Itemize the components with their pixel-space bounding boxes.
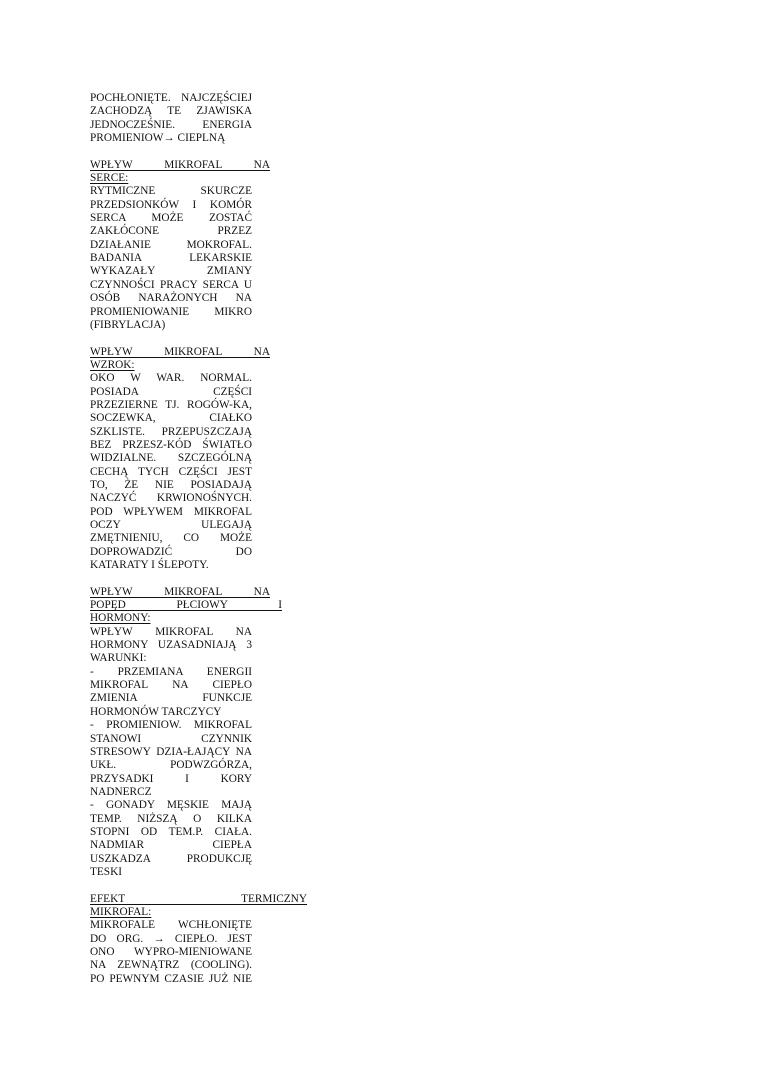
text-line: OSÓB NARAŻONYCH NA (90, 292, 252, 305)
text-line: KATARATY I ŚLEPOTY. (90, 559, 209, 572)
text-line: CECHĄ TYCH CZĘŚCI JEST (90, 465, 252, 478)
text-line: TESKI (90, 865, 123, 878)
text-line: WYKAZAŁY ZMIANY (90, 265, 252, 278)
text-line: OKO W WAR. NORMAL. (90, 372, 252, 385)
text-line: SOCZEWKA, CIAŁKO (90, 412, 252, 425)
text-line: PO PEWNYM CZASIE JUŻ NIE (90, 972, 252, 985)
text-line: - PROMIENIOW. MIKROFAL (90, 719, 252, 732)
text-line: RYTMICZNE SKURCZE (90, 185, 252, 198)
text-line: NACZYĆ KRWIONOŚNYCH. (90, 492, 252, 505)
section-heading: WPŁYW MIKROFAL NA (90, 345, 270, 358)
text-line: TEMP. NIŻSZĄ O KILKA (90, 812, 252, 825)
text-line: NADMIAR CIEPŁA (90, 839, 252, 852)
text-line: TO, ŻE NIE POSIADAJĄ (90, 478, 252, 491)
text-line: POD WPŁYWEM MIKROFAL (90, 505, 252, 518)
text-line: BADANIA LEKARSKIE (90, 252, 252, 265)
text-line: POSIADA CZĘŚCI (90, 385, 252, 398)
section-heading: MIKROFAL: (90, 905, 152, 918)
text-line: OCZY ULEGAJĄ (90, 519, 252, 531)
text-line: PROMIENIOW→ CIEPLNĄ (90, 132, 226, 145)
text-line: - GONADY MĘSKIE MAJĄ (90, 799, 252, 812)
paragraph-energy-conversion (90, 92, 252, 145)
text-line: ZMĘTNIENIU, CO MOŻE (90, 532, 252, 545)
text-line: ZMIENIA FUNKCJE (90, 692, 252, 705)
text-line: JEDNOCZEŚNIE. ENERGIA (90, 118, 252, 131)
text-line: USZKADZA PRODUKCJĘ (90, 852, 252, 865)
section-heading: WPŁYW MIKROFAL NA (90, 585, 270, 598)
text-line: STANOWI CZYNNIK (90, 732, 252, 745)
text-line: HORMONY UZASADNIAJĄ 3 (90, 639, 252, 652)
text-line: WPŁYW MIKROFAL NA (90, 625, 252, 638)
section-heading: WZROK: (90, 358, 135, 371)
text-line: WIDZIALNE. SZCZEGÓLNĄ (90, 452, 252, 465)
section-heading: HORMONY: (90, 612, 151, 625)
text-line: PRZYSADKI I KORY (90, 772, 252, 785)
text-line: PRZEDSIONKÓW I KOMÓR (90, 198, 252, 211)
text-line: DZIAŁANIE MOKROFAL. (90, 238, 252, 251)
section-heading: POPĘD PŁCIOWY I (90, 599, 282, 612)
text-line: BEZ PRZESZ-KÓD ŚWIATŁO (90, 438, 252, 451)
text-line: SZKLISTE. PRZEPUSZCZAJĄ (90, 425, 252, 438)
text-line: DO ORG. → CIEPŁO. JEST (90, 932, 252, 945)
text-line: ZAKŁÓCONE PRZEZ (90, 225, 252, 238)
text-line: MIKROFAL NA CIEPŁO (90, 679, 252, 692)
text-line: WARUNKI: (90, 652, 147, 665)
text-line: MIKROFALE WCHŁONIĘTE (90, 919, 252, 932)
text-line: STRESOWY DZIA-ŁAJĄCY NA (90, 745, 252, 758)
text-line: ZACHODZĄ TE ZJAWISKA (90, 105, 252, 118)
section-heading: EFEKT TERMICZNY (90, 892, 307, 905)
text-line: (FIBRYLACJA) (90, 318, 166, 331)
text-line: DOPROWADZIĆ DO (90, 545, 252, 558)
text-line: HORMONÓW TARCZYCY (90, 705, 222, 718)
section-heading: SERCE: (90, 172, 129, 185)
text-column (90, 92, 307, 986)
text-line: PRZEZIERNE TJ. ROGÓW-KA, (90, 398, 252, 411)
text-line: NADNERCZ (90, 785, 152, 798)
text-line: - PRZEMIANA ENERGII (90, 665, 252, 678)
section-thermal-effect (90, 892, 307, 986)
text-line: ONO WYPRO-MIENIOWANE (90, 946, 252, 958)
text-line: CZYNNOŚCI PRACY SERCA U (90, 278, 252, 291)
section-heading: WPŁYW MIKROFAL NA (90, 158, 270, 171)
text-line: STOPNI OD TEM.P. CIAŁA. (90, 825, 252, 838)
section-hormones (90, 585, 282, 880)
text-line: SERCA MOŻE ZOSTAĆ (90, 212, 252, 225)
section-eyesight (90, 345, 270, 573)
text-line: POCHŁONIĘTE. NAJCZĘŚCIEJ (90, 92, 252, 104)
text-line: PROMIENIOWANIE MIKRO (90, 305, 252, 318)
text-line: NA ZEWNĄTRZ (COOLING). (90, 959, 252, 972)
section-heart (90, 158, 270, 332)
text-line: UKŁ. PODWZGÓRZA, (90, 759, 252, 772)
